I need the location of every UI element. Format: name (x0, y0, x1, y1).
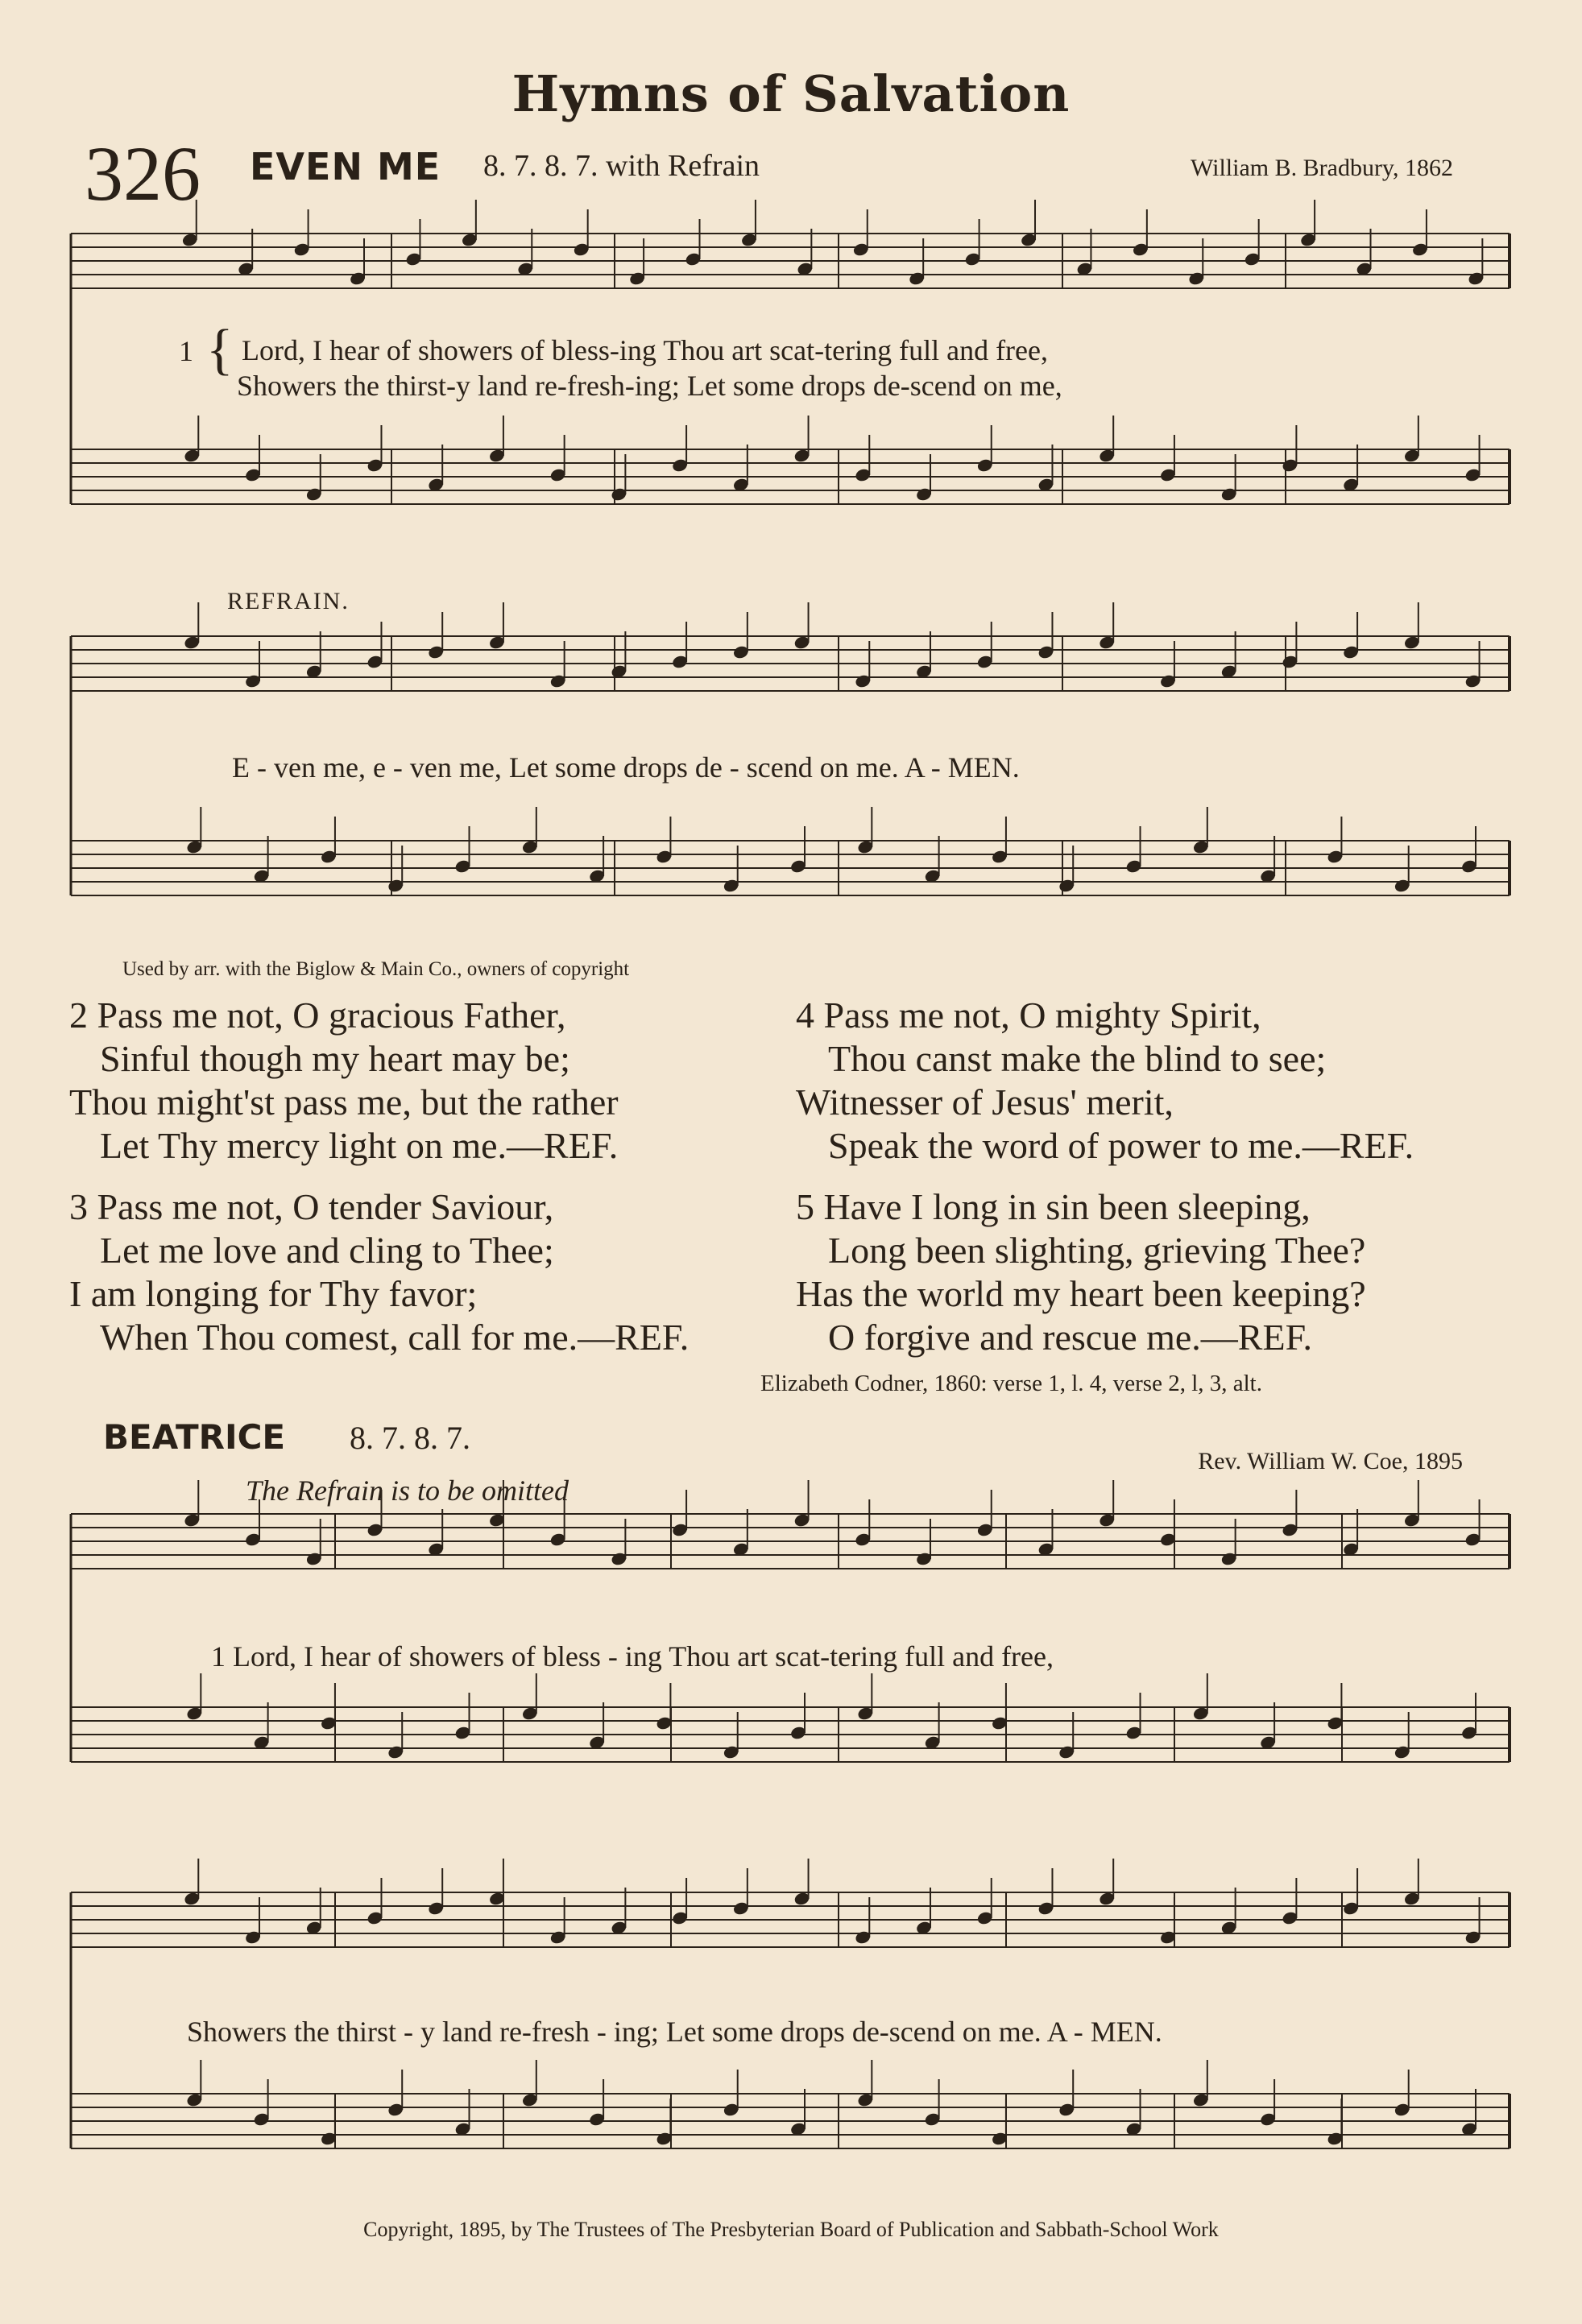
stanzas-right (796, 994, 1414, 1359)
beatrice-lyric-2: Showers the thirst - y land re-fresh - ing; Let some drops de-scend on me. A - MEN. (187, 2016, 1162, 2048)
stanza-line: When Thou comest, call for me.—REF. (100, 1317, 690, 1358)
stanza-line: 5 Have I long in sin been sleeping, (796, 1186, 1311, 1227)
permission-note: Used by arr. with the Biglow & Main Co., owners of copyright (122, 958, 630, 980)
stanza-line: Let Thy mercy light on me.—REF. (100, 1125, 619, 1166)
lyric-line-2: Showers the thirst-y land re-fresh-ing; Let some drops de-scend on me, (237, 370, 1062, 402)
stanza-line: Witnesser of Jesus' merit, (796, 1081, 1174, 1123)
stanza-2 (69, 994, 689, 1168)
stanza-line: I am longing for Thy favor; (69, 1273, 478, 1314)
composer-2: Rev. William W. Coe, 1895 (1198, 1448, 1463, 1474)
composer: William B. Bradbury, 1862 (1191, 155, 1453, 181)
author-credit: Elizabeth Codner, 1860: verse 1, l. 4, verse 2, l, 3, alt. (760, 1371, 1262, 1396)
stanza-line: Sinful though my heart may be; (100, 1038, 570, 1079)
refrain-omit-note: The Refrain is to be omitted (246, 1474, 569, 1507)
stanza-line: Thou canst make the blind to see; (828, 1038, 1327, 1079)
refrain-lyrics: E - ven me, e - ven me, Let some drops de - scend on me. A - MEN. (232, 751, 1020, 784)
tune-name-2: BEATRICE (103, 1417, 286, 1457)
hymn-number: 326 (85, 130, 201, 217)
stanza-line: Let me love and cling to Thee; (100, 1230, 554, 1271)
stanza-5 (796, 1185, 1414, 1359)
brace: { (206, 319, 234, 381)
stanza-line: 2 Pass me not, O gracious Father, (69, 995, 566, 1036)
stanza-line: Has the world my heart been keeping? (796, 1273, 1366, 1314)
stanza-line: Long been slighting, grieving Thee? (828, 1230, 1366, 1271)
stanzas-left (69, 994, 689, 1359)
meter: 8. 7. 8. 7. with Refrain (483, 149, 760, 183)
beatrice-lyric-1: 1 Lord, I hear of showers of bless - ing Thou art scat-tering full and free, (211, 1640, 1054, 1673)
verse-number: 1 (179, 335, 193, 367)
stanza-line: Speak the word of power to me.—REF. (828, 1125, 1414, 1166)
stanza-line: O forgive and rescue me.—REF. (828, 1317, 1312, 1358)
page-header: Hymns of Salvation (511, 64, 1071, 123)
meter-2: 8. 7. 8. 7. (350, 1420, 470, 1456)
lyric-line-1: Lord, I hear of showers of bless-ing Thou art scat-tering full and free, (242, 334, 1049, 366)
stanza-4 (796, 994, 1414, 1168)
stanza-3 (69, 1185, 689, 1359)
tune-name: EVEN ME (250, 145, 441, 188)
copyright: Copyright, 1895, by The Trustees of The Presbyterian Board of Publication and Sabbath-School Work (363, 2218, 1219, 2241)
refrain-label: REFRAIN. (227, 588, 350, 614)
stanza-line: 4 Pass me not, O mighty Spirit, (796, 995, 1261, 1036)
stanza-line: Thou might'st pass me, but the rather (69, 1081, 619, 1123)
stanza-line: 3 Pass me not, O tender Saviour, (69, 1186, 554, 1227)
